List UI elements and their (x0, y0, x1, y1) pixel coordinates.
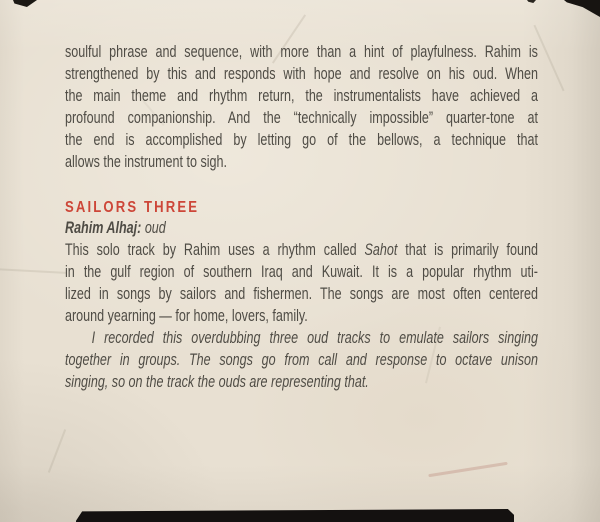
text-line: soulful phrase and sequence, with more than a hint of playfulness. Rahim is (65, 42, 538, 61)
paper-fiber (48, 429, 66, 473)
paper-scratch (428, 462, 507, 477)
text-content (65, 41, 538, 393)
text-line: in the gulf region of southern Iraq and Kuwait. It is a popular rhythm uti- (65, 262, 538, 281)
text-line: the end is accomplished by letting go of the bellows, a technique that (65, 130, 538, 149)
scan-artifact-top-speck (527, 0, 536, 3)
text-line: This solo track by Rahim uses a rhythm called Sahot that is primarily found (65, 240, 538, 259)
text-line: allows the instrument to sigh. (65, 152, 228, 171)
paper-fiber (533, 25, 564, 92)
paper-crease (0, 268, 66, 274)
text-line: lized in songs by sailors and fishermen. The songs are most often centered (65, 284, 538, 303)
paragraph-track-description (65, 239, 538, 327)
track-byline (65, 217, 538, 239)
byline-instrument: oud (141, 218, 166, 237)
text-line: the main theme and rhythm return, the instrumentalists have achieved a (65, 86, 538, 105)
text-line: profound companionship. And the “technically impossible” quarter-tone at (65, 108, 538, 127)
scan-artifact-bottom-bar (76, 509, 514, 522)
scan-artifact-top-right (564, 0, 600, 17)
text-line: around yearning — for home, lovers, family. (65, 306, 308, 325)
scan-artifact-top-left (13, 0, 37, 7)
section-heading: SAILORS THREE (65, 199, 200, 216)
text-line: strengthened by this and responds with hope and resolve on his oud. When (65, 64, 538, 83)
paragraph-continuation (65, 41, 538, 173)
text-line: I recorded this overdubbing three oud tracks to emulate sailors singing (91, 328, 538, 347)
text-line: singing, so on the track the ouds are representing that. (65, 372, 369, 391)
text-line: together in groups. The songs go from call and response to octave unison (65, 350, 538, 369)
byline-artist-name: Rahim Alhaj: (65, 218, 142, 237)
paragraph-artist-quote (65, 327, 538, 393)
